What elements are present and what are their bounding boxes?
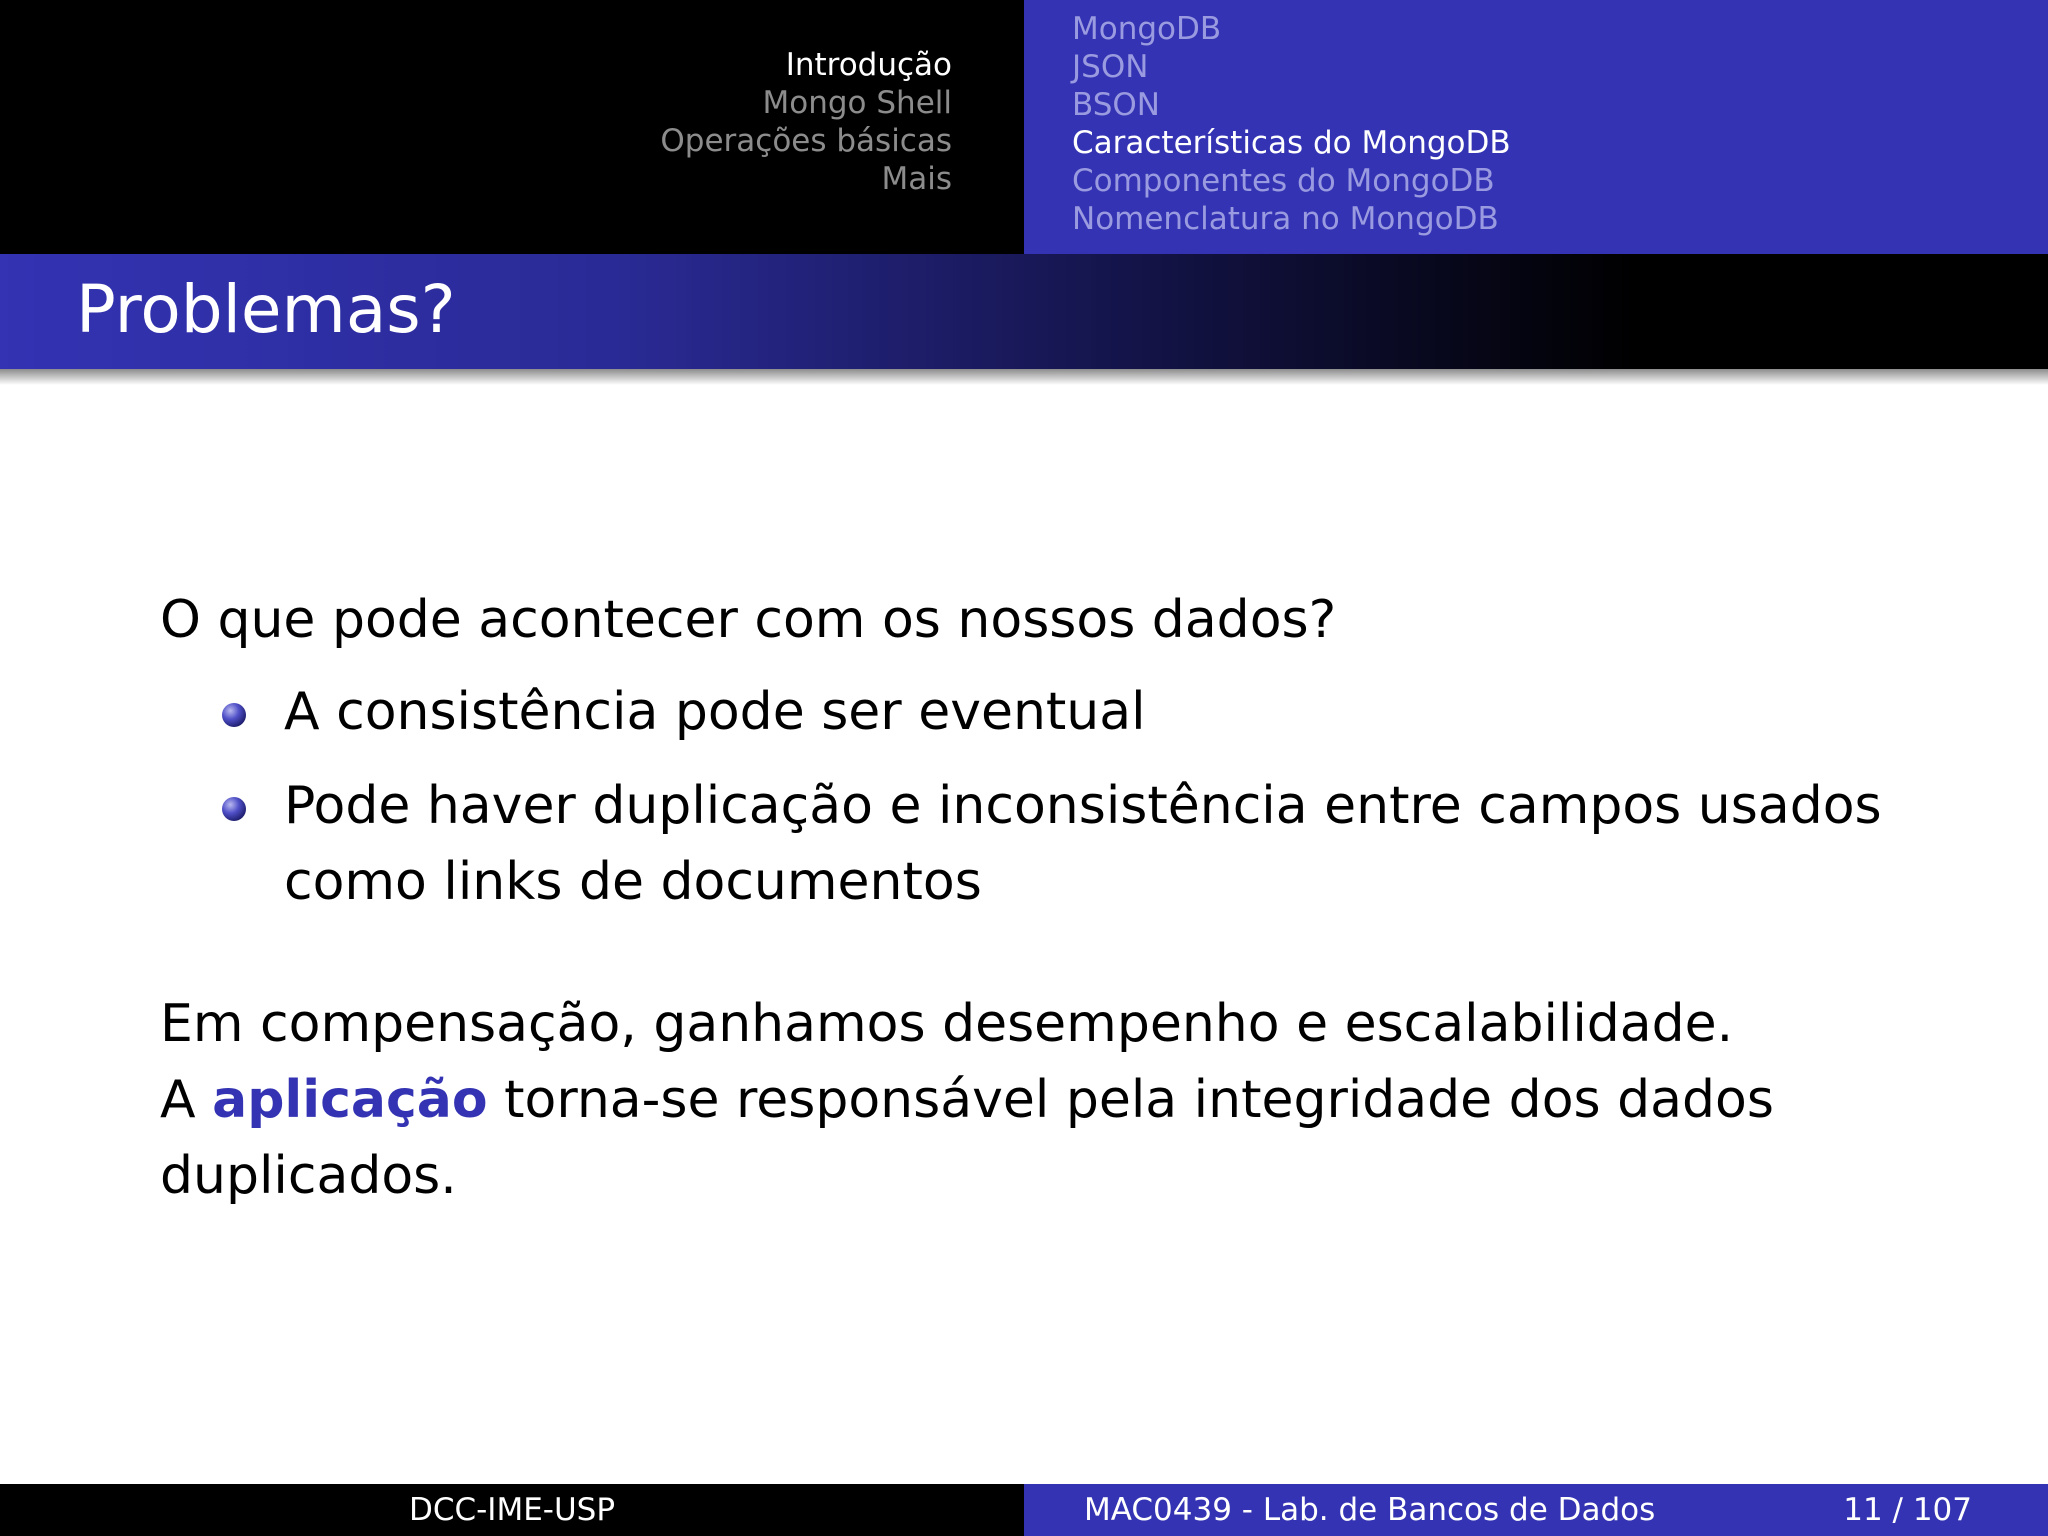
subsection-link-bson[interactable]: BSON <box>1072 87 1160 123</box>
bullet-list <box>160 674 1920 920</box>
bullet-ball-icon <box>222 797 246 821</box>
header-sections-panel <box>0 0 1024 254</box>
bullet-ball-icon <box>222 703 246 727</box>
subsection-link-mongodb[interactable]: MongoDB <box>1072 11 1222 47</box>
highlighted-term: aplicação <box>212 1070 488 1130</box>
section-nav <box>660 46 952 198</box>
subsection-link-nomenclatura[interactable]: Nomenclatura no MongoDB <box>1072 201 1499 237</box>
bullet-item <box>160 768 1920 920</box>
footer-right-panel <box>1024 1484 2048 1536</box>
header-subsections-panel <box>1024 0 2048 254</box>
footer-course-title: MAC0439 - Lab. de Bancos de Dados <box>1084 1492 1656 1528</box>
footer-institution: DCC-IME-USP <box>408 1492 616 1528</box>
bullet-text: A consistência pode ser eventual <box>284 682 1146 742</box>
closing-suffix: torna-se responsável pela integridade dos dados duplicados. <box>160 1070 1774 1206</box>
footer-page-number: 11 / 107 <box>1843 1492 1972 1528</box>
section-link-operacoes-basicas[interactable]: Operações básicas <box>660 123 952 159</box>
title-bar-shadow <box>0 369 2048 385</box>
subsection-link-caracteristicas[interactable]: Características do MongoDB <box>1072 125 1511 161</box>
bullet-item <box>160 674 1920 750</box>
closing-paragraph <box>160 986 1920 1214</box>
section-link-introducao[interactable]: Introdução <box>785 47 952 83</box>
slide-body <box>160 582 1920 1214</box>
section-link-mais[interactable]: Mais <box>881 161 952 197</box>
closing-line-2 <box>160 1062 1920 1214</box>
section-link-mongo-shell[interactable]: Mongo Shell <box>762 85 952 121</box>
intro-question: O que pode acontecer com os nossos dados? <box>160 590 1337 650</box>
subsection-link-componentes[interactable]: Componentes do MongoDB <box>1072 163 1495 199</box>
slide-title: Problemas? <box>76 271 456 348</box>
closing-prefix: A <box>160 1070 213 1130</box>
closing-line-1: Em compensação, ganhamos desempenho e escalabilidade. <box>160 994 1734 1054</box>
subsection-nav <box>1072 10 1511 238</box>
bullet-text: Pode haver duplicação e inconsistência entre campos usados como links de documentos <box>284 776 1882 912</box>
footer-left-panel <box>0 1484 1024 1536</box>
subsection-link-json[interactable]: JSON <box>1072 49 1149 85</box>
